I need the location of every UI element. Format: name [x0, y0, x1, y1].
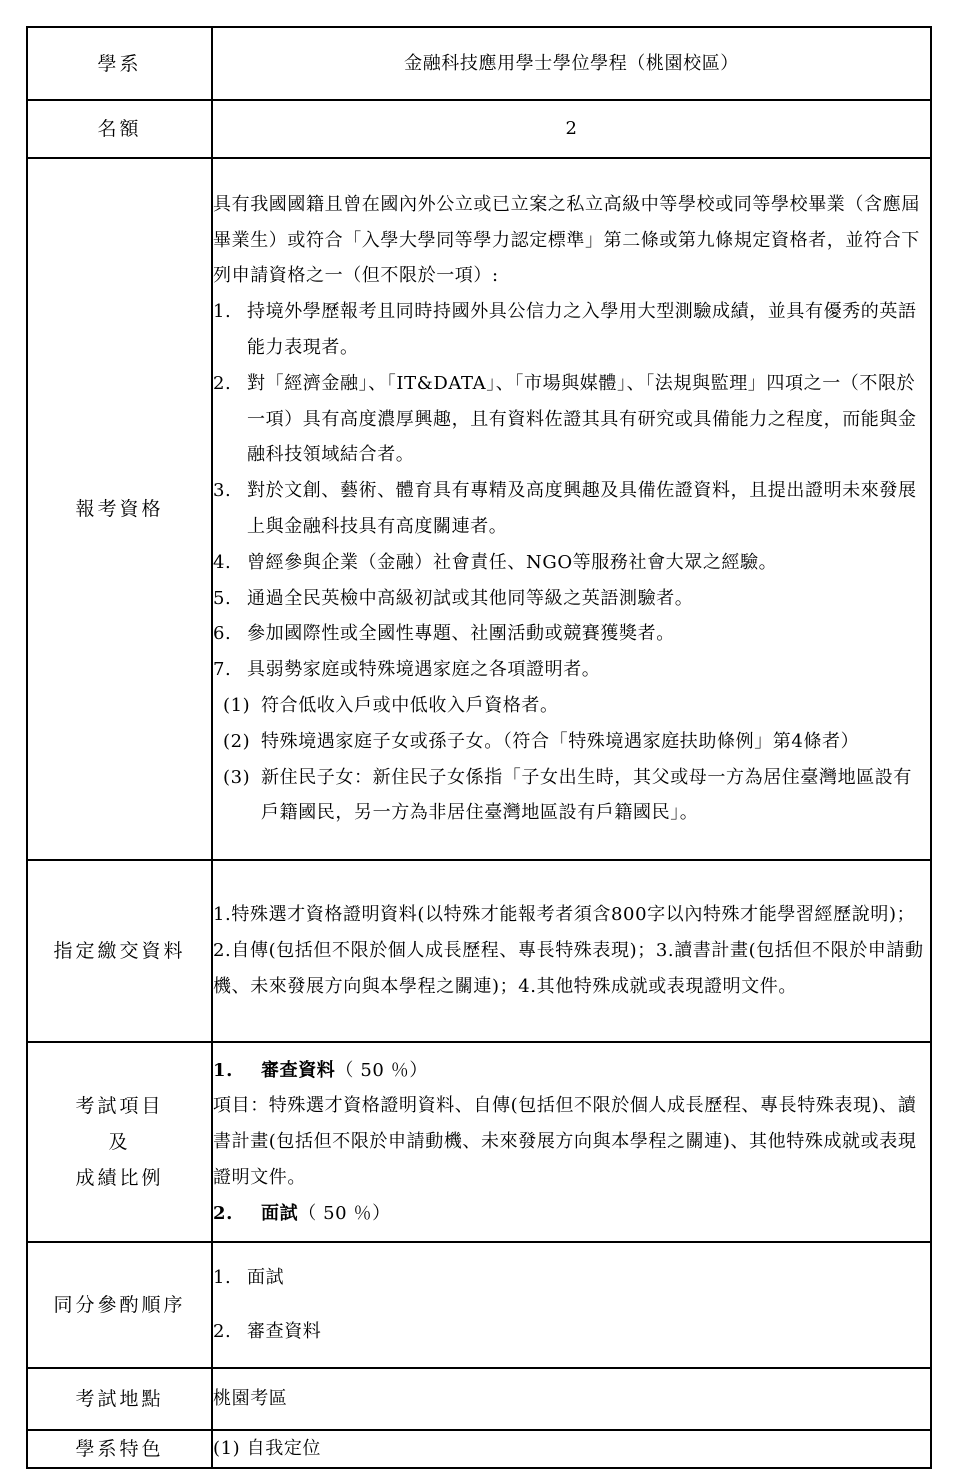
quota-label: 名額	[27, 100, 212, 158]
tiebreak-number: 2.	[213, 1321, 232, 1342]
row-location	[27, 1368, 931, 1430]
exam-item-title: 審查資料	[261, 1059, 336, 1081]
eligibility-item	[213, 366, 930, 473]
row-documents	[27, 860, 931, 1042]
exam-label-line: 考試項目	[75, 1095, 164, 1117]
eligibility-subitem	[213, 688, 930, 724]
item-text: 對「經濟金融」、「IT&DATA」、「市場與媒體」、「法規與監理」四項之一（不限於一項）具有高度濃厚興趣，且有資料佐證其具有研究或具備能力之程度，而能與金融科技領域結合者。	[247, 372, 917, 466]
row-features	[27, 1430, 931, 1468]
eligibility-subitem	[213, 724, 930, 760]
dept-label: 學系	[27, 27, 212, 100]
location-value: 桃園考區	[212, 1368, 931, 1430]
exam-review-description: 項目：特殊選才資格證明資料、自傳(包括但不限於個人成長歷程、專長特殊表現)、讀書計畫(包括但不限於申請動機、未來發展方向與本學程之關連)、其他特殊成就或表現證明文件。	[213, 1095, 917, 1188]
row-dept	[27, 27, 931, 100]
row-tiebreak	[27, 1242, 931, 1368]
item-number: 3.	[213, 480, 232, 502]
subitem-number: (3)	[223, 766, 251, 788]
tiebreak-text: 審查資料	[247, 1321, 322, 1342]
exam-content	[212, 1042, 931, 1242]
item-text: 對於文創、藝術、體育具有專精及高度興趣及具備佐證資料，且提出證明未來發展上與金融科技具有高度關連者。	[247, 480, 917, 537]
row-exam	[27, 1042, 931, 1242]
documents-content: 1.特殊選才資格證明資料(以特殊才能報考者須含800字以內特殊才能學習經歷說明)；2.自傳(包括但不限於個人成長歷程、專長特殊表現)；3.讀書計畫(包括但不限於申請動機、未來發展方向與本學程之關連)；4.其他特殊成就或表現證明文件。	[212, 860, 931, 1042]
exam-item-percent: （ 50 ％）	[335, 1059, 428, 1081]
item-number: 2.	[213, 372, 232, 394]
features-label: 學系特色	[27, 1430, 212, 1468]
admission-table	[26, 26, 932, 1469]
row-quota	[27, 100, 931, 158]
exam-item-number: 2.	[213, 1202, 233, 1224]
item-text: 具弱勢家庭或特殊境遇家庭之各項證明者。	[247, 659, 601, 681]
item-number: 5.	[213, 587, 232, 609]
item-text: 參加國際性或全國性專題、社團活動或競賽獲獎者。	[247, 623, 675, 645]
item-text: 曾經參與企業（金融）社會責任、NGO等服務社會大眾之經驗。	[247, 551, 778, 573]
eligibility-item	[213, 473, 930, 545]
subitem-number: (1)	[223, 694, 251, 716]
eligibility-item	[213, 616, 930, 652]
exam-item-number: 1.	[213, 1059, 233, 1081]
exam-item-percent: （ 50 ％）	[298, 1202, 391, 1224]
exam-item-interview	[213, 1196, 930, 1232]
tiebreak-label: 同分參酌順序	[27, 1242, 212, 1368]
location-label: 考試地點	[27, 1368, 212, 1430]
eligibility-item	[213, 581, 930, 617]
tiebreak-item	[213, 1314, 930, 1350]
tiebreak-number: 1.	[213, 1267, 232, 1289]
eligibility-label: 報考資格	[27, 158, 212, 860]
item-text: 通過全民英檢中高級初試或其他同等級之英語測驗者。	[247, 587, 694, 609]
eligibility-subitem	[213, 760, 930, 832]
features-value: (1) 自我定位	[212, 1430, 931, 1468]
exam-label-line: 成績比例	[75, 1167, 164, 1189]
row-eligibility	[27, 158, 931, 860]
eligibility-item	[213, 294, 930, 366]
exam-label	[27, 1042, 212, 1242]
item-text: 持境外學歷報考且同時持國外具公信力之入學用大型測驗成績，並具有優秀的英語能力表現者。	[247, 301, 917, 359]
eligibility-content	[212, 158, 931, 860]
eligibility-item	[213, 652, 930, 688]
subitem-number: (2)	[223, 730, 251, 752]
quota-value: 2	[212, 100, 931, 158]
subitem-text: 符合低收入戶或中低收入戶資格者。	[261, 694, 559, 716]
subitem-text: 新住民子女：新住民子女係指「子女出生時，其父或母一方為居住臺灣地區設有戶籍國民，另一方為非居住臺灣地區設有戶籍國民」。	[261, 766, 912, 824]
tiebreak-item	[213, 1260, 930, 1296]
documents-label: 指定繳交資料	[27, 860, 212, 1042]
exam-item-review	[213, 1053, 930, 1089]
item-number: 7.	[213, 659, 232, 681]
tiebreak-content	[212, 1242, 931, 1368]
eligibility-item	[213, 545, 930, 581]
tiebreak-text: 面試	[247, 1267, 285, 1289]
item-number: 6.	[213, 623, 232, 645]
subitem-text: 特殊境遇家庭子女或孫子女。（符合「特殊境遇家庭扶助條例」第4條者）	[261, 730, 860, 752]
eligibility-intro: 具有我國國籍且曾在國內外公立或已立案之私立高級中等學校或同等學校畢業（含應屆畢業生）或符合「入學大學同等學力認定標準」第二條或第九條規定資格者，並符合下列申請資格之一（但不限於一項）:	[213, 193, 920, 287]
item-number: 4.	[213, 551, 232, 573]
exam-item-title: 面試	[261, 1202, 299, 1224]
dept-name: 金融科技應用學士學位學程（桃園校區）	[212, 27, 931, 100]
exam-label-line: 及	[108, 1131, 131, 1153]
item-number: 1.	[213, 301, 232, 323]
